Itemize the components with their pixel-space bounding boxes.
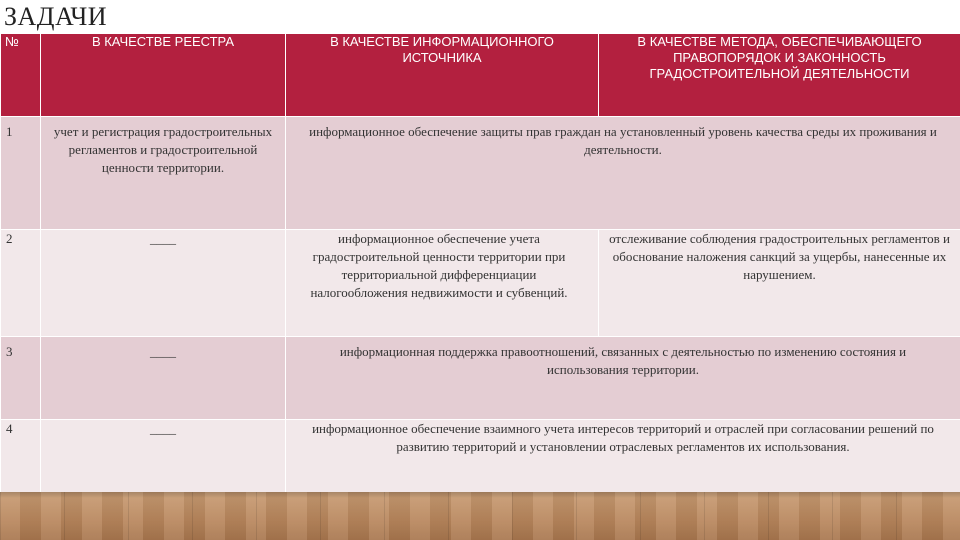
cell-merged: информационное обеспечение защиты прав граждан на установленный уровень качества среды их проживания и деятельности.: [286, 117, 960, 230]
table-row: [1, 337, 960, 420]
cell-registry: ____: [41, 420, 286, 497]
cell-merged: информационное обеспечение взаимного учета интересов территорий и отраслей при согласовании решений по развитию территорий и установлении отраслевых регламентов их использования.: [286, 420, 960, 497]
floor-shadow: [0, 492, 960, 498]
cell-registry: ____: [41, 230, 286, 337]
cell-registry: ____: [41, 337, 286, 420]
page-title: ЗАДАЧИ: [4, 2, 108, 31]
row-number: 4: [1, 420, 41, 497]
tasks-table: [0, 33, 960, 497]
table-row: [1, 117, 960, 230]
header-number: №: [1, 34, 41, 117]
cell-info-source: информационное обеспечение учета градостроительной ценности территории при территориальной дифференциации налогообложения недвижимости и субвенций.: [286, 230, 599, 337]
header-registry: В КАЧЕСТВЕ РЕЕСТРА: [41, 34, 286, 117]
cell-registry: учет и регистрация градостроительных регламентов и градостроительной ценности территории.: [41, 117, 286, 230]
row-number: 1: [1, 117, 41, 230]
table-header-row: [1, 34, 960, 117]
wooden-floor-background: [0, 492, 960, 540]
cell-method: отслеживание соблюдения градостроительных регламентов и обоснование наложения санкций за ущербы, нанесенные их нарушением.: [599, 230, 960, 337]
table-row: [1, 230, 960, 337]
table-row: [1, 420, 960, 497]
cell-merged: информационная поддержка правоотношений, связанных с деятельностью по изменению состояния и использования территории.: [286, 337, 960, 420]
header-info-source: В КАЧЕСТВЕ ИНФОРМАЦИОННОГО ИСТОЧНИКА: [286, 34, 599, 117]
header-method: В КАЧЕСТВЕ МЕТОДА, ОБЕСПЕЧИВАЮЩЕГО ПРАВОПОРЯДОК И ЗАКОННОСТЬ ГРАДОСТРОИТЕЛЬНОЙ ДЕЯТЕЛЬНОСТИ: [599, 34, 960, 117]
row-number: 2: [1, 230, 41, 337]
row-number: 3: [1, 337, 41, 420]
